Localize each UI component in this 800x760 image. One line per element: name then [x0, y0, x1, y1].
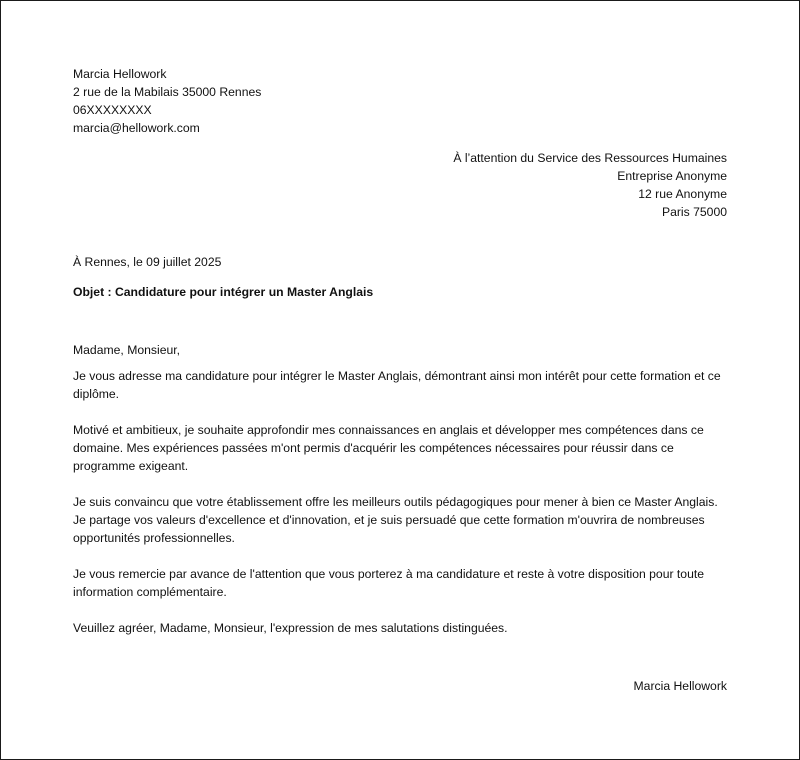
- sender-address: 2 rue de la Mabilais 35000 Rennes: [73, 85, 262, 99]
- body-paragraph: Je vous remercie par avance de l'attention que vous porterez à ma candidature et reste à votre disposition pour toute information complémentaire.: [73, 567, 705, 599]
- closing-paragraph: Veuillez agréer, Madame, Monsieur, l'expression de mes salutations distinguées.: [73, 621, 508, 635]
- sender-block: [73, 65, 261, 137]
- recipient-company: Entreprise Anonyme: [617, 169, 727, 183]
- sender-phone: 06XXXXXXXX: [73, 103, 152, 117]
- date-line: À Rennes, le 09 juillet 2025: [73, 255, 222, 269]
- letter-body: [73, 341, 733, 655]
- sender-name: Marcia Hellowork: [73, 67, 167, 81]
- body-paragraph: Motivé et ambitieux, je souhaite approfondir mes connaissances en anglais et développer mes compétences dans ce domaine. Mes expériences passées m'ont permis d'acquérir les compétences nécessaires pour réussir dans ce programme exigeant.: [73, 423, 704, 473]
- recipient-city: Paris 75000: [661, 205, 727, 219]
- recipient-block: [453, 149, 727, 221]
- salutation: Madame, Monsieur,: [73, 343, 181, 357]
- recipient-street: 12 rue Anonyme: [638, 187, 727, 201]
- recipient-attention: À l’attention du Service des Ressources Humaines: [453, 151, 727, 165]
- body-paragraph: Je suis convaincu que votre établissement offre les meilleurs outils pédagogiques pour mener à bien ce Master Anglais. Je partage vos valeurs d'excellence et d'innovation, et je suis persuadé que cette formation m'ouvrira de nombreuses opportunités professionnelles.: [73, 495, 718, 545]
- subject-line: Objet : Candidature pour intégrer un Master Anglais: [73, 285, 374, 299]
- body-paragraph: Je vous adresse ma candidature pour intégrer le Master Anglais, démontrant ainsi mon intérêt pour cette formation et ce diplôme.: [73, 369, 721, 401]
- signature: Marcia Hellowork: [633, 679, 727, 693]
- sender-email: marcia@hellowork.com: [73, 121, 200, 135]
